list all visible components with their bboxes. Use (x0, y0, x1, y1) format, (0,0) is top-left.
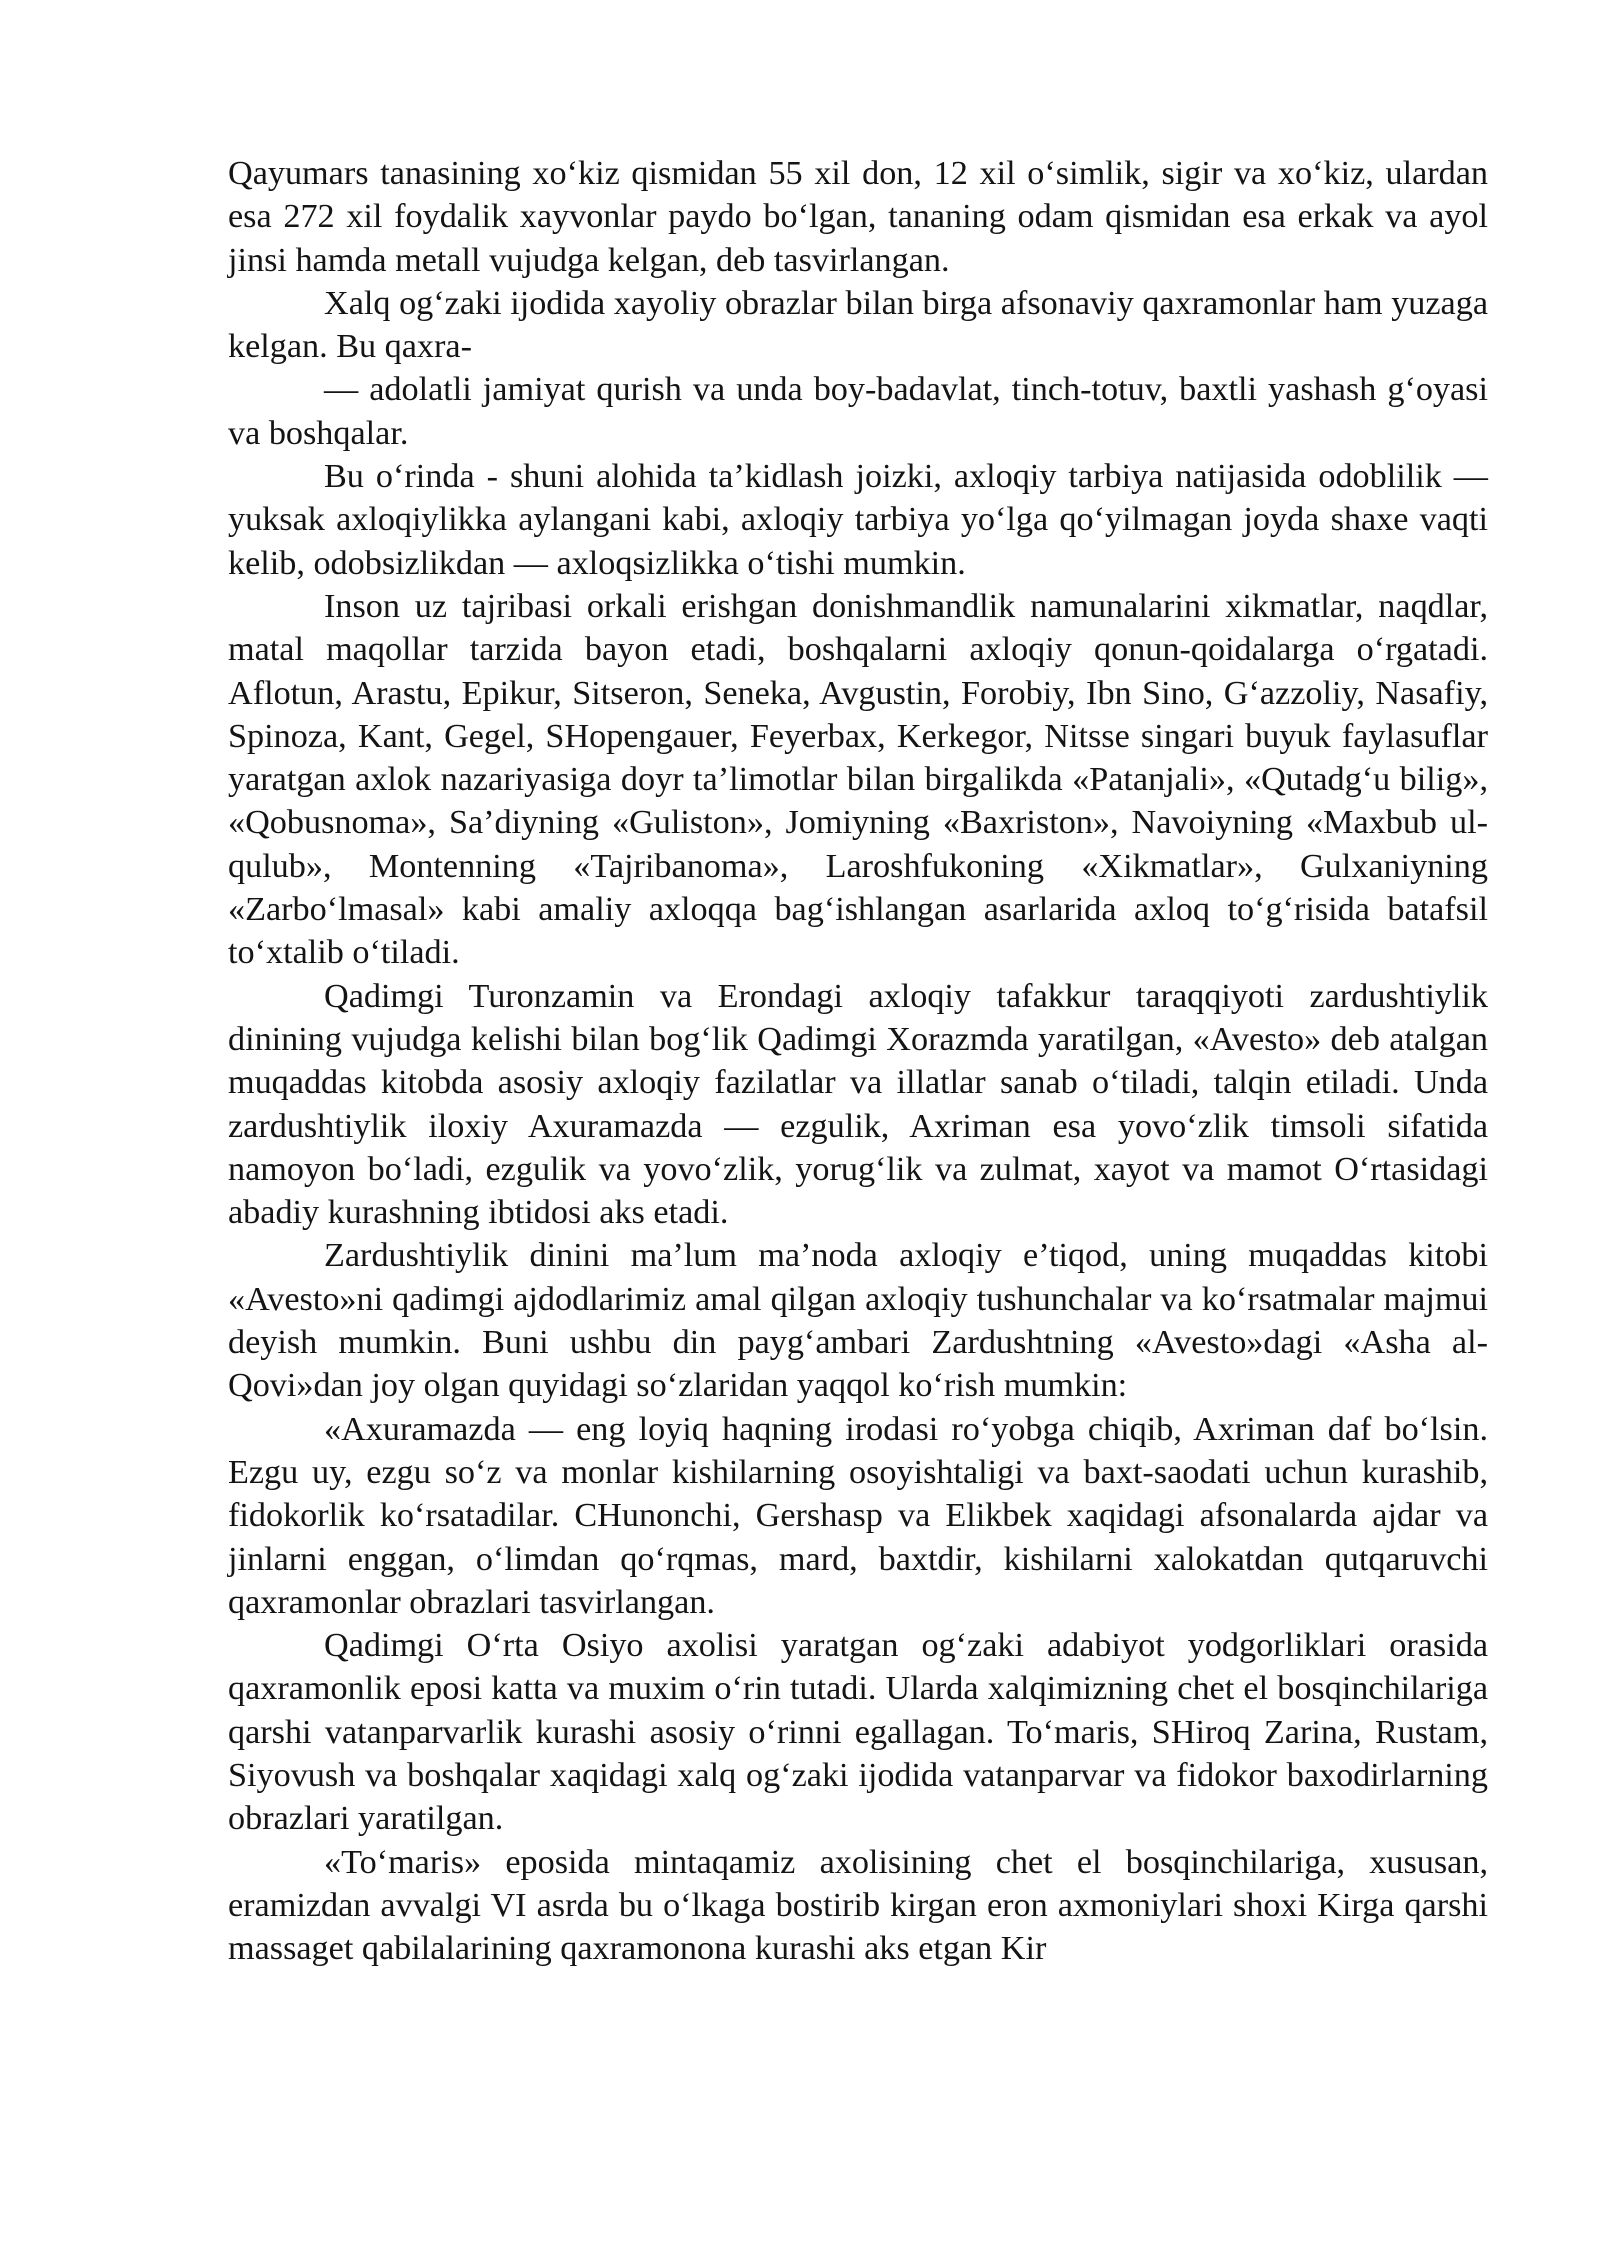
paragraph: Qadimgi O‘rta Osiyo axolisi yaratgan og‘zaki adabiyot yodgorliklari orasida qaxramonlik eposi katta va muxim o‘rin tutadi. Ularda xalqimizning chet el bosqinchilariga qarshi vatanparvarlik kurashi asosiy o‘rinni egallagan. To‘maris, SHiroq Zarina, Rustam, Siyovush va boshqalar xaqidagi xalq og‘zaki ijodida vatanparvar va fidokor baxodirlarning obrazlari yaratilgan. (228, 1627, 1488, 1838)
paragraph: «Axuramazda — eng loyiq haqning irodasi ro‘yobga chiqib, Axriman daf bo‘lsin. Ezgu uy, ezgu so‘z va monlar kishilarning osoyishtaligi va baxt-saodati uchun kurashib, fidokorlik ko‘rsatadilar. CHunonchi, Gershasp va Elikbek xaqidagi afsonalarda ajdar va jinlarni enggan, o‘limdan qo‘rqmas, mard, baxtdir, kishilarni xalokatdan qutqaruvchi qaxramonlar obrazlari tasvirlangan. (228, 1410, 1488, 1621)
paragraph: Bu o‘rinda - shuni alohida ta’kidlash joizki, axloqiy tarbiya natijasida odoblilik — yuksak axloqiylikka aylangani kabi, axloqiy tarbiya yo‘lga qo‘yilmagan joyda shaxe vaqti kelib, odobsizlikdan — axloqsizlikka o‘tishi mumkin. (228, 458, 1488, 582)
paragraph: — adolatli jamiyat qurish va unda boy-badavlat, tinch-totuv, baxtli yashash g‘oyasi va boshqalar. (228, 371, 1488, 452)
paragraph: Inson uz tajribasi orkali erishgan donishmandlik namunalarini xikmatlar, naqdlar, matal maqollar tarzida bayon etadi, boshqalarni axloqiy qonun-qoidalarga o‘rgatadi. Aflotun, Arastu, Epikur, Sitseron, Seneka, Avgustin, Forobiy, Ibn Sino, G‘azzoliy, Nasafiy, Spinoza, Kant, Gegel, SHopengauer, Feyerbax, Kerkegor, Nitsse singari buyuk faylasuflar yaratgan axlok nazariyasiga doyr ta’limotlar bilan birgalikda «Patanjali», «Qutadg‘u bilig», «Qobusnoma», Sa’diyning «Guliston», Jomiyning «Baxriston», Navoiyning «Maxbub ul-qulub», Montenning «Tajribanoma», Laroshfukoning «Xikmatlar», Gulxaniyning «Zarbo‘lmasal» kabi amaliy axloqqa bag‘ishlangan asarlarida axloq to‘g‘risida batafsil to‘xtalib o‘tiladi. (228, 587, 1488, 972)
paragraph: «To‘maris» eposida mintaqamiz axolisining chet el bosqinchilariga, xususan, eramizdan avvalgi VI asrda bu o‘lkaga bostirib kirgan eron axmoniylari shoxi Kirga qarshi massaget qabilalarining qaxramonona kurashi aks etgan Kir (228, 1843, 1488, 1968)
paragraph: Qadimgi Turonzamin va Erondagi axloqiy tafakkur taraqqiyoti zardushtiylik dinining vujudga kelishi bilan bog‘lik Qadimgi Xorazmda yaratilgan, «Avesto» deb atalgan muqaddas kitobda asosiy axloqiy fazilatlar va illatlar sanab o‘tiladi, talqin etiladi. Unda zardushtiylik iloxiy Axuramazda — ezgulik, Axriman esa yovo‘zlik timsoli sifatida namoyon bo‘ladi, ezgulik va yovo‘zlik, yorug‘lik va zulmat, xayot va mamot O‘rtasidagi abadiy kurashning ibtidosi aks etadi. (228, 977, 1488, 1232)
paragraph: Xalq og‘zaki ijodida xayoliy obrazlar bilan birga afsonaviy qaxramonlar ham yuzaga kelgan. Bu qaxra- (228, 284, 1488, 366)
document-page (228, 152, 1488, 1970)
paragraph: Zardushtiylik dinini ma’lum ma’noda axloqiy e’tiqod, uning muqaddas kitobi «Avesto»ni qadimgi ajdodlarimiz amal qilgan axloqiy tushunchalar va ko‘rsatmalar majmui deyish mumkin. Buni ushbu din payg‘ambari Zardushtning «Avesto»dagi «Asha al-Qovi»dan joy olgan quyidagi so‘zlaridan yaqqol ko‘rish mumkin: (228, 1237, 1488, 1405)
paragraph: Qayumars tanasining xo‘kiz qismidan 55 xil don, 12 xil o‘simlik, sigir va xo‘kiz, ulardan esa 272 xil foydalik xayvonlar paydo bo‘lgan, tananing odam qismidan esa erkak va ayol jinsi hamda metall vujudga kelgan, deb tasvirlangan. (228, 155, 1488, 279)
